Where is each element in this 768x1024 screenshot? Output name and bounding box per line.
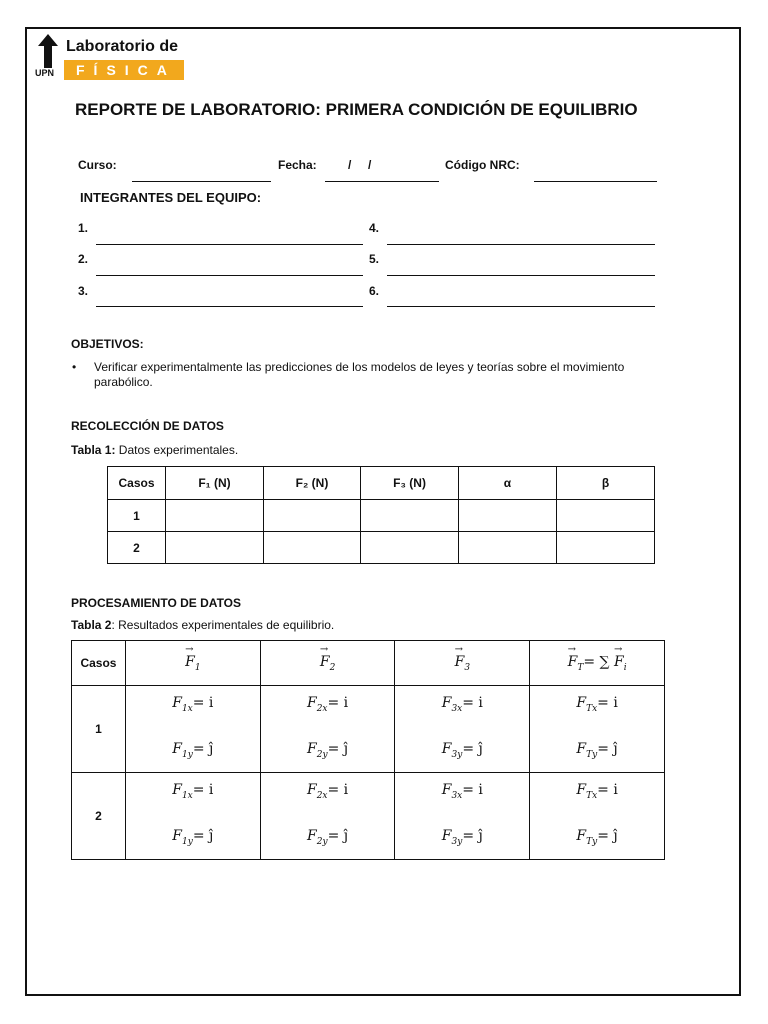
member-number-6: 6. — [369, 284, 380, 298]
objective-line-2: parabólico. — [94, 375, 153, 389]
team-heading: INTEGRANTES DEL EQUIPO: — [80, 190, 262, 205]
table1-case-1: 1 — [108, 500, 166, 532]
member-field-2[interactable] — [96, 275, 363, 276]
fecha-field[interactable] — [325, 181, 439, 182]
objective-line-1: Verificar experimentalmente las predicciones de los modelos de leyes y teorías sobre el movimiento — [94, 360, 625, 374]
curso-field[interactable] — [132, 181, 271, 182]
table1-cell[interactable] — [557, 500, 655, 532]
table2-cell[interactable]: $F_{3x}= i$ $F_{3y}=$ ĵ — [395, 686, 530, 773]
table2-cell[interactable]: $F_{1x}= i$ $F_{1y}=$ ĵ — [125, 686, 260, 773]
fecha-slashes: / / — [348, 158, 372, 172]
table1-header-alpha: α — [459, 467, 557, 500]
member-field-3[interactable] — [96, 306, 363, 307]
member-number-3: 3. — [78, 284, 89, 298]
table2-case-1: 1 — [72, 686, 126, 773]
table2-cell[interactable]: $F_{2x}= i$ $F_{2y}=$ ĵ — [260, 686, 395, 773]
member-field-6[interactable] — [387, 306, 655, 307]
processing-heading: PROCESAMIENTO DE DATOS — [71, 596, 242, 610]
table2-header-casos: Casos — [72, 641, 126, 686]
curso-label: Curso: — [78, 158, 117, 172]
member-field-1[interactable] — [96, 244, 363, 245]
table2-caption: Tabla 2: Resultados experimentales de equilibrio. — [71, 618, 335, 632]
table1-cell[interactable] — [264, 500, 361, 532]
table2-cell[interactable]: $F_{1x}= i$ $F_{1y}=$ ĵ — [125, 773, 260, 860]
table1-caption: Tabla 1: Datos experimentales. — [71, 443, 239, 457]
data-collection-heading: RECOLECCIÓN DE DATOS — [71, 419, 224, 433]
table1-cell[interactable] — [361, 532, 459, 564]
table1-cell[interactable] — [361, 500, 459, 532]
member-number-1: 1. — [78, 221, 89, 235]
page-title: REPORTE DE LABORATORIO: PRIMERA CONDICIÓN DE EQUILIBRIO — [75, 100, 638, 119]
table1-cell[interactable] — [557, 532, 655, 564]
table1-case-2: 2 — [108, 532, 166, 564]
table-2 — [71, 640, 665, 860]
member-number-5: 5. — [369, 252, 380, 266]
codigo-label: Código NRC: — [445, 158, 520, 172]
table1-header-f3: F₃ (N) — [361, 467, 459, 500]
table1-cell[interactable] — [166, 532, 264, 564]
table1-cell[interactable] — [264, 532, 361, 564]
table-row — [72, 773, 665, 860]
table1-header-f1: F₁ (N) — [166, 467, 264, 500]
codigo-field[interactable] — [534, 181, 657, 182]
table2-case-2: 2 — [72, 773, 126, 860]
table2-cell[interactable]: $F_{3x}= i$ $F_{3y}=$ ĵ — [395, 773, 530, 860]
table2-header-f2: → $F_2$ — [260, 641, 395, 686]
table1-cell[interactable] — [459, 500, 557, 532]
table2-header-f3: → $F_3$ — [395, 641, 530, 686]
logo-upn-text: UPN — [35, 68, 55, 78]
table-row — [108, 500, 655, 532]
member-field-5[interactable] — [387, 275, 655, 276]
logo-line1: Laboratorio de — [66, 38, 179, 55]
table-row — [108, 532, 655, 564]
member-field-4[interactable] — [387, 244, 655, 245]
table1-header-f2: F₂ (N) — [264, 467, 361, 500]
member-number-2: 2. — [78, 252, 89, 266]
table2-header-f1: → $F_1$ — [125, 641, 260, 686]
table1-cell[interactable] — [166, 500, 264, 532]
table1-header-row — [108, 467, 655, 500]
table1-header-beta: β — [557, 467, 655, 500]
member-number-4: 4. — [369, 221, 380, 235]
table2-header-row — [72, 641, 665, 686]
objectives-heading: OBJETIVOS: — [71, 337, 144, 351]
fecha-label: Fecha: — [278, 158, 317, 172]
table2-header-ft: → $F_T=$ ∑ → $F_i$ — [530, 641, 665, 686]
logo-line2: FÍSICA — [64, 60, 184, 80]
table1-header-casos: Casos — [108, 467, 166, 500]
bullet-icon: • — [72, 360, 77, 374]
table1-cell[interactable] — [459, 532, 557, 564]
table2-cell[interactable]: $F_{2x}= i$ $F_{2y}=$ ĵ — [260, 773, 395, 860]
table2-cell[interactable]: $F_{Tx}= i$ $F_{Ty}=$ ĵ — [530, 686, 665, 773]
table-1 — [107, 466, 655, 564]
table2-cell[interactable]: $F_{Tx}= i$ $F_{Ty}=$ ĵ — [530, 773, 665, 860]
table-row — [72, 686, 665, 773]
